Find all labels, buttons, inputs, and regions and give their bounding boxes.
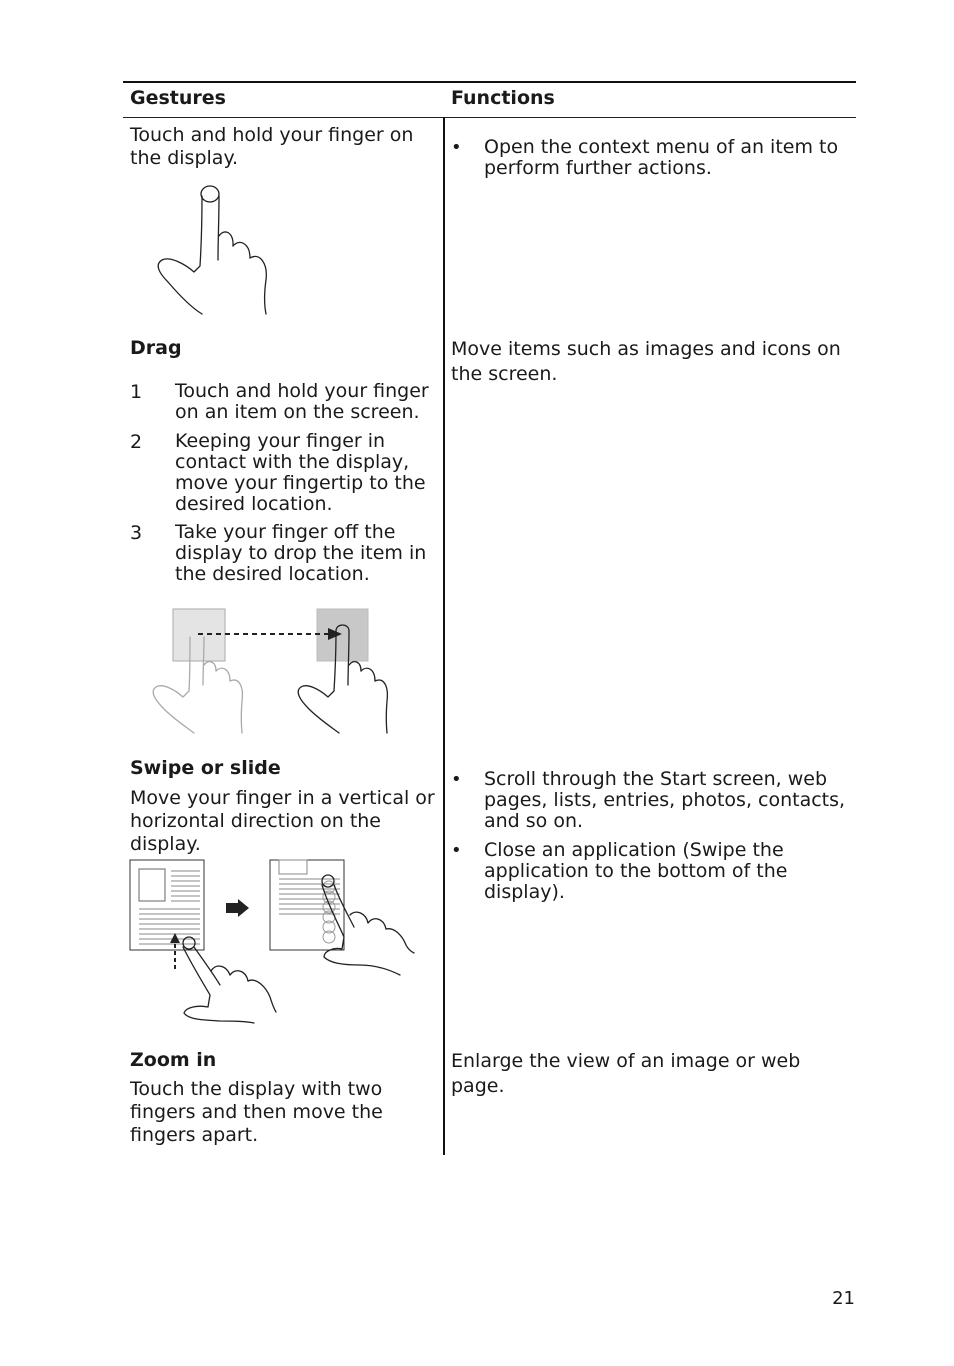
touch-hold-function-text: Open the context menu of an item to perform further actions. <box>484 136 839 179</box>
step-text: Take your finger off the display to drop the item in the desired location. <box>175 521 427 585</box>
touch-hold-description: Touch and hold your finger on the display. <box>130 124 414 170</box>
zoom-function-text: Enlarge the view of an image or web page. <box>451 1050 801 1097</box>
step-number: 3 <box>130 522 143 544</box>
column-header-gestures: Gestures <box>130 87 226 109</box>
zoom-description: Touch the display with two fingers and then move the fingers apart. <box>130 1078 383 1147</box>
step-number: 2 <box>130 431 143 453</box>
bullet-glyph: • <box>451 137 462 158</box>
swipe-function-text-1: Scroll through the Start screen, web pages, lists, entries, photos, contacts, and so on. <box>484 768 846 832</box>
bullet-glyph: • <box>451 769 462 790</box>
swipe-title: Swipe or slide <box>130 757 281 779</box>
step-number: 1 <box>130 381 143 403</box>
swipe-hand-icon <box>128 857 418 1027</box>
drag-function-text: Move items such as images and icons on the screen. <box>451 338 841 385</box>
bullet-glyph: • <box>451 840 462 861</box>
column-header-functions: Functions <box>451 87 555 109</box>
swipe-description: Move your finger in a vertical or horizontal direction on the display. <box>130 787 435 856</box>
step-text: Keeping your finger in contact with the display, move your fingertip to the desired location. <box>175 430 426 515</box>
drag-hand-icon <box>150 605 400 740</box>
drag-title: Drag <box>130 337 182 359</box>
table-column-divider <box>443 117 445 1155</box>
zoom-title: Zoom in <box>130 1049 217 1071</box>
touch-hold-hand-icon <box>150 180 280 320</box>
step-text: Touch and hold your finger on an item on the screen. <box>175 380 429 423</box>
table-top-rule <box>123 81 856 83</box>
table-header-rule <box>123 117 856 118</box>
swipe-function-text-2: Close an application (Swipe the application to the bottom of the display). <box>484 839 788 903</box>
page-number: 21 <box>832 1288 855 1309</box>
